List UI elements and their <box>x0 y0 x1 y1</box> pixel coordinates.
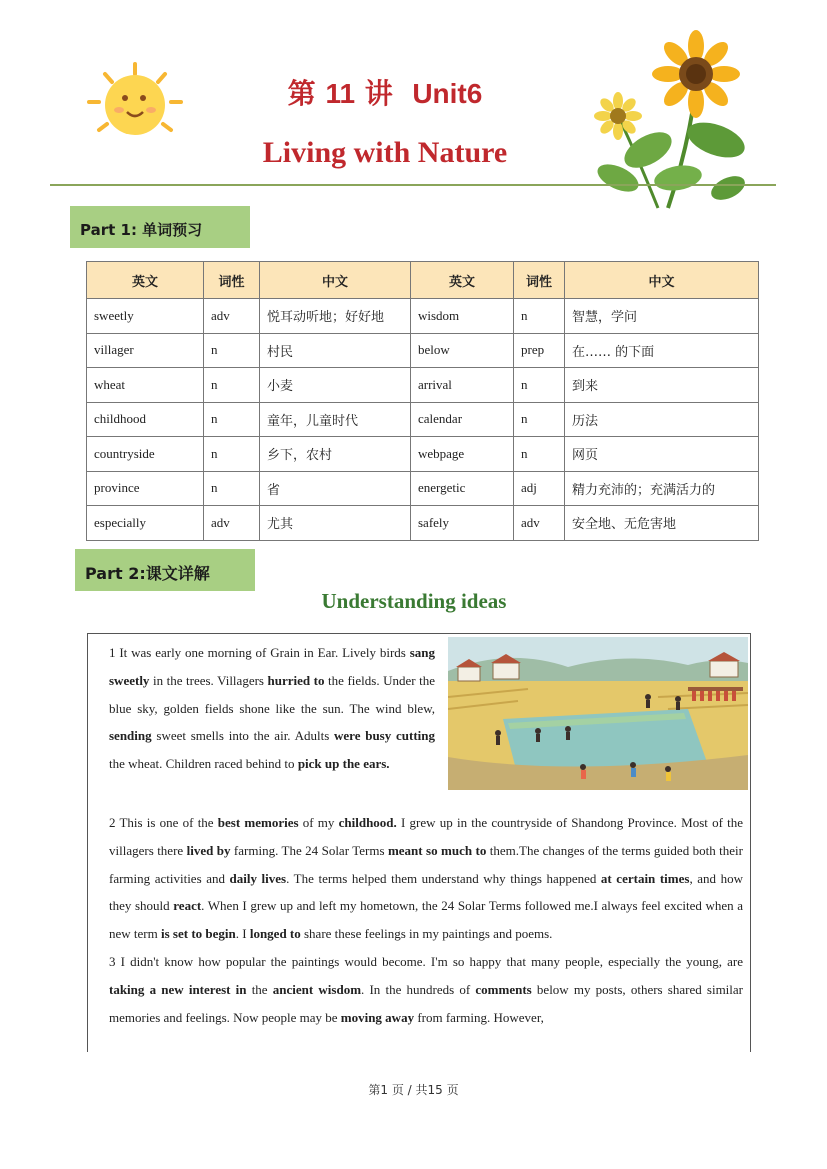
title-prefix: 第 <box>287 77 316 110</box>
key-phrase: longed to <box>249 926 301 942</box>
table-cell: n <box>514 299 565 334</box>
title-suffix: 讲 <box>364 77 393 110</box>
passage-text: in the trees. Villagers <box>149 672 268 688</box>
passage-text: of my <box>298 815 339 830</box>
key-phrase: childhood. <box>338 815 397 830</box>
table-header-cell: 词性 <box>204 262 260 299</box>
passage-text: the fields. Under the blue sky, golden fields shone like the sun. The wind blew, <box>109 672 436 716</box>
table-row <box>87 333 759 368</box>
table-cell: sweetly <box>87 299 204 334</box>
table-header-cell: 中文 <box>565 262 759 299</box>
table-cell: safely <box>411 506 514 541</box>
table-header-cell: 英文 <box>87 262 204 299</box>
passage-text: . When I grew up and left my hometown, the 24 Solar Terms followed me.I always feel excited when a new term <box>109 898 743 942</box>
key-phrase: daily lives <box>229 870 287 886</box>
table-cell: n <box>204 437 260 472</box>
key-phrase: taking a new interest in <box>109 981 247 997</box>
key-phrase: lived by <box>186 842 231 858</box>
table-cell: adv <box>514 506 565 541</box>
key-phrase: hurried to <box>267 672 325 688</box>
passage-text: sweet smells into the air. Adults <box>151 728 335 744</box>
table-cell: wisdom <box>411 299 514 334</box>
header-divider <box>50 184 776 186</box>
key-phrase: pick up the ears. <box>297 756 390 772</box>
table-header-cell: 中文 <box>260 262 411 299</box>
key-phrase: sending <box>109 728 152 744</box>
passage-text: them.The changes of the terms guided both their farming activities and <box>109 842 743 886</box>
key-phrase: sang sweetly <box>109 645 435 688</box>
table-cell: 尤其 <box>260 506 411 541</box>
table-cell: n <box>514 402 565 437</box>
key-phrase: is set to begin <box>160 926 236 942</box>
passage-text: I grew up in the countryside of Shandong Province. Most of the villagers there <box>109 815 744 858</box>
table-cell: n <box>204 471 260 506</box>
passage-text: . I <box>235 926 250 942</box>
table-cell: 省 <box>260 471 411 506</box>
passage-text: , and how they should <box>109 870 743 914</box>
table-cell: 乡下，农村 <box>260 437 411 472</box>
table-cell: especially <box>87 506 204 541</box>
table-row <box>87 402 759 437</box>
table-cell: 到来 <box>565 368 759 403</box>
passage-text: 1 It was early one morning of Grain in Ear. Lively birds <box>109 645 410 660</box>
farm-scene-illustration <box>448 637 748 790</box>
table-cell: villager <box>87 333 204 368</box>
table-cell: 在…… 的下面 <box>565 333 759 368</box>
passage-text: below my posts, others shared similar memories and feelings. Now people may be <box>109 981 744 1025</box>
table-header-cell: 英文 <box>411 262 514 299</box>
table-cell: below <box>411 333 514 368</box>
key-phrase: meant so much to <box>387 842 487 858</box>
passage-text: 3 I didn't know how popular the paintings would become. I'm so happy that many people, especially the young, are <box>109 953 743 969</box>
table-row <box>87 299 759 334</box>
table-header-cell: 词性 <box>514 262 565 299</box>
key-phrase: react <box>173 898 202 914</box>
passage-text: 2 This is one of the <box>109 815 218 830</box>
table-cell: 村民 <box>260 333 411 368</box>
passage-text: farming. The 24 Solar Terms <box>230 842 388 858</box>
table-row <box>87 437 759 472</box>
table-row <box>87 471 759 506</box>
table-cell: adv <box>204 506 260 541</box>
table-cell: adv <box>204 299 260 334</box>
passage-text: the <box>246 981 273 997</box>
paragraph-3 <box>95 948 743 1031</box>
paragraph-1 <box>95 639 435 778</box>
table-cell: arrival <box>411 368 514 403</box>
sunflower-illustration <box>578 28 768 210</box>
sun-illustration <box>85 60 185 150</box>
table-cell: countryside <box>87 437 204 472</box>
table-cell: 小麦 <box>260 368 411 403</box>
table-cell: 童年，儿童时代 <box>260 402 411 437</box>
passage-text: share these feelings in my paintings and poems. <box>300 926 553 942</box>
table-cell: energetic <box>411 471 514 506</box>
table-cell: wheat <box>87 368 204 403</box>
part2-label: Part 2:课文详解 <box>75 549 255 591</box>
paragraph-2 <box>95 809 743 948</box>
key-phrase: ancient wisdom <box>272 981 362 997</box>
table-cell: adj <box>514 471 565 506</box>
passage-text: . In the hundreds of <box>361 981 476 997</box>
table-cell: 悦耳动听地；好好地 <box>260 299 411 334</box>
lesson-number: 11 <box>325 78 356 109</box>
table-cell: childhood <box>87 402 204 437</box>
key-phrase: comments <box>475 981 532 997</box>
table-cell: n <box>204 402 260 437</box>
table-cell: n <box>204 368 260 403</box>
table-header-row <box>87 262 759 299</box>
table-cell: webpage <box>411 437 514 472</box>
passage-text: the wheat. Children raced behind to <box>109 756 298 772</box>
passage-box <box>87 633 751 1052</box>
unit-label: Unit6 <box>412 78 483 109</box>
table-cell: n <box>204 333 260 368</box>
passage-text: . The terms helped them understand why things happened <box>286 870 601 886</box>
key-phrase: were busy cutting <box>334 728 435 744</box>
table-row <box>87 506 759 541</box>
table-cell: 精力充沛的；充满活力的 <box>565 471 759 506</box>
passage-text: from farming. However, <box>414 1009 544 1025</box>
unit-subtitle: Living with Nature <box>262 136 508 169</box>
table-cell: 智慧，学问 <box>565 299 759 334</box>
table-cell: prep <box>514 333 565 368</box>
table-cell: 安全地、无危害地 <box>565 506 759 541</box>
table-cell: 网页 <box>565 437 759 472</box>
table-cell: n <box>514 368 565 403</box>
key-phrase: best memories <box>217 815 299 830</box>
table-cell: calendar <box>411 402 514 437</box>
paragraphs-2-3 <box>95 809 743 1031</box>
key-phrase: at certain times <box>600 870 690 886</box>
part1-label: Part 1: 单词预习 <box>70 206 250 248</box>
lesson-title <box>220 72 550 112</box>
table-cell: n <box>514 437 565 472</box>
table-row <box>87 368 759 403</box>
section-heading: Understanding ideas <box>321 589 507 613</box>
table-cell: province <box>87 471 204 506</box>
page-footer: 第1 页 / 共15 页 <box>368 1083 459 1097</box>
key-phrase: moving away <box>340 1009 415 1025</box>
table-cell: 历法 <box>565 402 759 437</box>
vocabulary-table <box>86 261 759 541</box>
